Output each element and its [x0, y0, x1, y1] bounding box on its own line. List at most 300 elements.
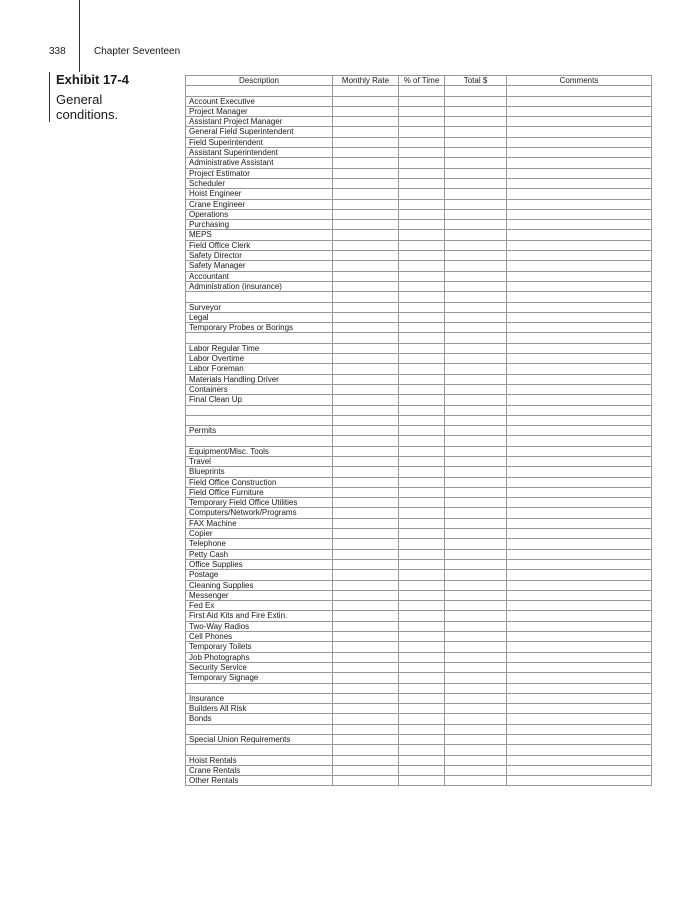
monthly-rate-cell[interactable] [333, 693, 399, 703]
total-cell[interactable] [445, 415, 507, 425]
comments-cell[interactable] [507, 487, 652, 497]
total-cell[interactable] [445, 436, 507, 446]
comments-cell[interactable] [507, 354, 652, 364]
percent-time-cell[interactable] [399, 518, 445, 528]
total-cell[interactable] [445, 477, 507, 487]
comments-cell[interactable] [507, 601, 652, 611]
comments-cell[interactable] [507, 178, 652, 188]
percent-time-cell[interactable] [399, 611, 445, 621]
percent-time-cell[interactable] [399, 96, 445, 106]
percent-time-cell[interactable] [399, 446, 445, 456]
row-description: Security Service [186, 662, 333, 672]
comments-cell[interactable] [507, 590, 652, 600]
percent-time-cell[interactable] [399, 724, 445, 734]
total-cell[interactable] [445, 735, 507, 745]
comments-cell[interactable] [507, 621, 652, 631]
percent-time-cell[interactable] [399, 487, 445, 497]
total-cell[interactable] [445, 240, 507, 250]
comments-cell[interactable] [507, 261, 652, 271]
comments-cell[interactable] [507, 127, 652, 137]
total-cell[interactable] [445, 333, 507, 343]
monthly-rate-cell[interactable] [333, 549, 399, 559]
comments-cell[interactable] [507, 405, 652, 415]
monthly-rate-cell[interactable] [333, 158, 399, 168]
comments-cell[interactable] [507, 477, 652, 487]
percent-time-cell[interactable] [399, 662, 445, 672]
total-cell[interactable] [445, 704, 507, 714]
monthly-rate-cell[interactable] [333, 508, 399, 518]
total-cell[interactable] [445, 405, 507, 415]
total-cell[interactable] [445, 323, 507, 333]
percent-time-cell[interactable] [399, 673, 445, 683]
monthly-rate-cell[interactable] [333, 178, 399, 188]
monthly-rate-cell[interactable] [333, 590, 399, 600]
comments-cell[interactable] [507, 199, 652, 209]
total-cell[interactable] [445, 508, 507, 518]
comments-cell[interactable] [507, 755, 652, 765]
percent-time-cell[interactable] [399, 261, 445, 271]
monthly-rate-cell[interactable] [333, 127, 399, 137]
percent-time-cell[interactable] [399, 693, 445, 703]
monthly-rate-cell[interactable] [333, 642, 399, 652]
comments-cell[interactable] [507, 292, 652, 302]
percent-time-cell[interactable] [399, 117, 445, 127]
comments-cell[interactable] [507, 549, 652, 559]
percent-time-cell[interactable] [399, 539, 445, 549]
comments-cell[interactable] [507, 281, 652, 291]
percent-time-cell[interactable] [399, 384, 445, 394]
comments-cell[interactable] [507, 735, 652, 745]
total-cell[interactable] [445, 96, 507, 106]
total-cell[interactable] [445, 251, 507, 261]
monthly-rate-cell[interactable] [333, 168, 399, 178]
comments-cell[interactable] [507, 673, 652, 683]
percent-time-cell[interactable] [399, 292, 445, 302]
percent-time-cell[interactable] [399, 735, 445, 745]
comments-cell[interactable] [507, 333, 652, 343]
table-row [186, 693, 652, 703]
table-row [186, 333, 652, 343]
total-cell[interactable] [445, 456, 507, 466]
percent-time-cell[interactable] [399, 364, 445, 374]
comments-cell[interactable] [507, 189, 652, 199]
comments-cell[interactable] [507, 652, 652, 662]
comments-cell[interactable] [507, 693, 652, 703]
monthly-rate-cell[interactable] [333, 415, 399, 425]
comments-cell[interactable] [507, 209, 652, 219]
total-cell[interactable] [445, 220, 507, 230]
total-cell[interactable] [445, 693, 507, 703]
monthly-rate-cell[interactable] [333, 570, 399, 580]
total-cell[interactable] [445, 487, 507, 497]
monthly-rate-cell[interactable] [333, 384, 399, 394]
monthly-rate-cell[interactable] [333, 765, 399, 775]
row-description: Crane Rentals [186, 765, 333, 775]
percent-time-cell[interactable] [399, 168, 445, 178]
percent-time-cell[interactable] [399, 189, 445, 199]
monthly-rate-cell[interactable] [333, 621, 399, 631]
comments-cell[interactable] [507, 518, 652, 528]
monthly-rate-cell[interactable] [333, 714, 399, 724]
percent-time-cell[interactable] [399, 220, 445, 230]
percent-time-cell[interactable] [399, 127, 445, 137]
comments-cell[interactable] [507, 683, 652, 693]
comments-cell[interactable] [507, 456, 652, 466]
monthly-rate-cell[interactable] [333, 364, 399, 374]
table-row [186, 529, 652, 539]
monthly-rate-cell[interactable] [333, 529, 399, 539]
monthly-rate-cell[interactable] [333, 230, 399, 240]
comments-cell[interactable] [507, 271, 652, 281]
comments-cell[interactable] [507, 117, 652, 127]
percent-time-cell[interactable] [399, 580, 445, 590]
total-cell[interactable] [445, 168, 507, 178]
comments-cell[interactable] [507, 559, 652, 569]
monthly-rate-cell[interactable] [333, 683, 399, 693]
monthly-rate-cell[interactable] [333, 477, 399, 487]
monthly-rate-cell[interactable] [333, 662, 399, 672]
percent-time-cell[interactable] [399, 354, 445, 364]
monthly-rate-cell[interactable] [333, 776, 399, 786]
table-row [186, 292, 652, 302]
page-number: 338 [49, 46, 66, 57]
comments-cell[interactable] [507, 498, 652, 508]
percent-time-cell[interactable] [399, 549, 445, 559]
percent-time-cell[interactable] [399, 302, 445, 312]
comments-cell[interactable] [507, 662, 652, 672]
monthly-rate-cell[interactable] [333, 755, 399, 765]
comments-cell[interactable] [507, 580, 652, 590]
comments-cell[interactable] [507, 323, 652, 333]
monthly-rate-cell[interactable] [333, 199, 399, 209]
monthly-rate-cell[interactable] [333, 498, 399, 508]
percent-time-cell[interactable] [399, 158, 445, 168]
monthly-rate-cell[interactable] [333, 292, 399, 302]
comments-cell[interactable] [507, 467, 652, 477]
row-description: Temporary Field Office Utilities [186, 498, 333, 508]
row-description: Assistant Project Manager [186, 117, 333, 127]
monthly-rate-cell[interactable] [333, 632, 399, 642]
total-cell[interactable] [445, 642, 507, 652]
percent-time-cell[interactable] [399, 683, 445, 693]
total-cell[interactable] [445, 745, 507, 755]
comments-cell[interactable] [507, 312, 652, 322]
total-cell[interactable] [445, 529, 507, 539]
monthly-rate-cell[interactable] [333, 735, 399, 745]
total-cell[interactable] [445, 106, 507, 116]
percent-time-cell[interactable] [399, 86, 445, 96]
comments-cell[interactable] [507, 776, 652, 786]
comments-cell[interactable] [507, 302, 652, 312]
total-cell[interactable] [445, 467, 507, 477]
comments-cell[interactable] [507, 724, 652, 734]
percent-time-cell[interactable] [399, 570, 445, 580]
percent-time-cell[interactable] [399, 199, 445, 209]
percent-time-cell[interactable] [399, 498, 445, 508]
monthly-rate-cell[interactable] [333, 96, 399, 106]
total-cell[interactable] [445, 621, 507, 631]
total-cell[interactable] [445, 580, 507, 590]
percent-time-cell[interactable] [399, 559, 445, 569]
total-cell[interactable] [445, 292, 507, 302]
monthly-rate-cell[interactable] [333, 374, 399, 384]
percent-time-cell[interactable] [399, 271, 445, 281]
percent-time-cell[interactable] [399, 251, 445, 261]
total-cell[interactable] [445, 570, 507, 580]
table-row [186, 549, 652, 559]
comments-cell[interactable] [507, 570, 652, 580]
total-cell[interactable] [445, 662, 507, 672]
total-cell[interactable] [445, 374, 507, 384]
percent-time-cell[interactable] [399, 776, 445, 786]
total-cell[interactable] [445, 354, 507, 364]
monthly-rate-cell[interactable] [333, 209, 399, 219]
monthly-rate-cell[interactable] [333, 611, 399, 621]
monthly-rate-cell[interactable] [333, 487, 399, 497]
monthly-rate-cell[interactable] [333, 281, 399, 291]
comments-cell[interactable] [507, 374, 652, 384]
total-cell[interactable] [445, 590, 507, 600]
total-cell[interactable] [445, 271, 507, 281]
row-description: Telephone [186, 539, 333, 549]
percent-time-cell[interactable] [399, 745, 445, 755]
comments-cell[interactable] [507, 240, 652, 250]
row-description: Temporary Signage [186, 673, 333, 683]
comments-cell[interactable] [507, 426, 652, 436]
total-cell[interactable] [445, 302, 507, 312]
monthly-rate-cell[interactable] [333, 745, 399, 755]
total-cell[interactable] [445, 127, 507, 137]
percent-time-cell[interactable] [399, 714, 445, 724]
monthly-rate-cell[interactable] [333, 539, 399, 549]
row-description: Job Photographs [186, 652, 333, 662]
total-cell[interactable] [445, 601, 507, 611]
total-cell[interactable] [445, 384, 507, 394]
total-cell[interactable] [445, 395, 507, 405]
monthly-rate-cell[interactable] [333, 456, 399, 466]
total-cell[interactable] [445, 117, 507, 127]
total-cell[interactable] [445, 209, 507, 219]
comments-cell[interactable] [507, 415, 652, 425]
total-cell[interactable] [445, 755, 507, 765]
percent-time-cell[interactable] [399, 436, 445, 446]
monthly-rate-cell[interactable] [333, 673, 399, 683]
total-cell[interactable] [445, 446, 507, 456]
monthly-rate-cell[interactable] [333, 323, 399, 333]
monthly-rate-cell[interactable] [333, 518, 399, 528]
monthly-rate-cell[interactable] [333, 189, 399, 199]
percent-time-cell[interactable] [399, 343, 445, 353]
monthly-rate-cell[interactable] [333, 271, 399, 281]
total-cell[interactable] [445, 498, 507, 508]
total-cell[interactable] [445, 673, 507, 683]
percent-time-cell[interactable] [399, 456, 445, 466]
total-cell[interactable] [445, 724, 507, 734]
comments-cell[interactable] [507, 343, 652, 353]
table-row [186, 477, 652, 487]
percent-time-cell[interactable] [399, 240, 445, 250]
monthly-rate-cell[interactable] [333, 117, 399, 127]
total-cell[interactable] [445, 281, 507, 291]
total-cell[interactable] [445, 632, 507, 642]
comments-cell[interactable] [507, 539, 652, 549]
total-cell[interactable] [445, 189, 507, 199]
comments-cell[interactable] [507, 436, 652, 446]
table-row [186, 611, 652, 621]
total-cell[interactable] [445, 86, 507, 96]
percent-time-cell[interactable] [399, 148, 445, 158]
monthly-rate-cell[interactable] [333, 106, 399, 116]
monthly-rate-cell[interactable] [333, 354, 399, 364]
percent-time-cell[interactable] [399, 529, 445, 539]
comments-cell[interactable] [507, 714, 652, 724]
comments-cell[interactable] [507, 765, 652, 775]
monthly-rate-cell[interactable] [333, 86, 399, 96]
row-description [186, 745, 333, 755]
total-cell[interactable] [445, 158, 507, 168]
percent-time-cell[interactable] [399, 508, 445, 518]
percent-time-cell[interactable] [399, 601, 445, 611]
monthly-rate-cell[interactable] [333, 426, 399, 436]
percent-time-cell[interactable] [399, 467, 445, 477]
percent-time-cell[interactable] [399, 621, 445, 631]
total-cell[interactable] [445, 549, 507, 559]
percent-time-cell[interactable] [399, 395, 445, 405]
total-cell[interactable] [445, 178, 507, 188]
percent-time-cell[interactable] [399, 374, 445, 384]
comments-cell[interactable] [507, 446, 652, 456]
total-cell[interactable] [445, 765, 507, 775]
total-cell[interactable] [445, 230, 507, 240]
percent-time-cell[interactable] [399, 281, 445, 291]
exhibit-sidebar [49, 72, 176, 122]
comments-cell[interactable] [507, 96, 652, 106]
table-row [186, 590, 652, 600]
comments-cell[interactable] [507, 220, 652, 230]
total-cell[interactable] [445, 652, 507, 662]
monthly-rate-cell[interactable] [333, 467, 399, 477]
percent-time-cell[interactable] [399, 312, 445, 322]
percent-time-cell[interactable] [399, 704, 445, 714]
comments-cell[interactable] [507, 529, 652, 539]
monthly-rate-cell[interactable] [333, 312, 399, 322]
monthly-rate-cell[interactable] [333, 240, 399, 250]
total-cell[interactable] [445, 518, 507, 528]
total-cell[interactable] [445, 714, 507, 724]
percent-time-cell[interactable] [399, 333, 445, 343]
percent-time-cell[interactable] [399, 415, 445, 425]
total-cell[interactable] [445, 559, 507, 569]
percent-time-cell[interactable] [399, 323, 445, 333]
comments-cell[interactable] [507, 632, 652, 642]
comments-cell[interactable] [507, 230, 652, 240]
monthly-rate-cell[interactable] [333, 559, 399, 569]
comments-cell[interactable] [507, 642, 652, 652]
row-description: Field Office Clerk [186, 240, 333, 250]
percent-time-cell[interactable] [399, 426, 445, 436]
total-cell[interactable] [445, 261, 507, 271]
total-cell[interactable] [445, 148, 507, 158]
comments-cell[interactable] [507, 395, 652, 405]
comments-cell[interactable] [507, 158, 652, 168]
comments-cell[interactable] [507, 364, 652, 374]
total-cell[interactable] [445, 683, 507, 693]
row-description: Office Supplies [186, 559, 333, 569]
comments-cell[interactable] [507, 384, 652, 394]
total-cell[interactable] [445, 137, 507, 147]
percent-time-cell[interactable] [399, 755, 445, 765]
comments-cell[interactable] [507, 251, 652, 261]
row-description: Other Rentals [186, 776, 333, 786]
percent-time-cell[interactable] [399, 137, 445, 147]
monthly-rate-cell[interactable] [333, 343, 399, 353]
total-cell[interactable] [445, 611, 507, 621]
row-description: Hoist Engineer [186, 189, 333, 199]
percent-time-cell[interactable] [399, 405, 445, 415]
comments-cell[interactable] [507, 106, 652, 116]
monthly-rate-cell[interactable] [333, 436, 399, 446]
monthly-rate-cell[interactable] [333, 333, 399, 343]
percent-time-cell[interactable] [399, 230, 445, 240]
monthly-rate-cell[interactable] [333, 601, 399, 611]
percent-time-cell[interactable] [399, 106, 445, 116]
monthly-rate-cell[interactable] [333, 148, 399, 158]
monthly-rate-cell[interactable] [333, 395, 399, 405]
percent-time-cell[interactable] [399, 632, 445, 642]
percent-time-cell[interactable] [399, 642, 445, 652]
monthly-rate-cell[interactable] [333, 724, 399, 734]
comments-cell[interactable] [507, 148, 652, 158]
percent-time-cell[interactable] [399, 209, 445, 219]
comments-cell[interactable] [507, 168, 652, 178]
monthly-rate-cell[interactable] [333, 137, 399, 147]
row-description: Safety Manager [186, 261, 333, 271]
monthly-rate-cell[interactable] [333, 220, 399, 230]
monthly-rate-cell[interactable] [333, 405, 399, 415]
table-row [186, 467, 652, 477]
total-cell[interactable] [445, 776, 507, 786]
monthly-rate-cell[interactable] [333, 446, 399, 456]
total-cell[interactable] [445, 312, 507, 322]
comments-cell[interactable] [507, 745, 652, 755]
monthly-rate-cell[interactable] [333, 704, 399, 714]
monthly-rate-cell[interactable] [333, 652, 399, 662]
row-description [186, 86, 333, 96]
percent-time-cell[interactable] [399, 477, 445, 487]
row-description: Containers [186, 384, 333, 394]
percent-time-cell[interactable] [399, 652, 445, 662]
percent-time-cell[interactable] [399, 590, 445, 600]
percent-time-cell[interactable] [399, 178, 445, 188]
monthly-rate-cell[interactable] [333, 251, 399, 261]
monthly-rate-cell[interactable] [333, 302, 399, 312]
total-cell[interactable] [445, 539, 507, 549]
comments-cell[interactable] [507, 611, 652, 621]
total-cell[interactable] [445, 426, 507, 436]
comments-cell[interactable] [507, 508, 652, 518]
total-cell[interactable] [445, 364, 507, 374]
total-cell[interactable] [445, 199, 507, 209]
percent-time-cell[interactable] [399, 765, 445, 775]
comments-cell[interactable] [507, 137, 652, 147]
total-cell[interactable] [445, 343, 507, 353]
monthly-rate-cell[interactable] [333, 261, 399, 271]
monthly-rate-cell[interactable] [333, 580, 399, 590]
comments-cell[interactable] [507, 86, 652, 96]
column-header-comments: Comments [507, 76, 652, 86]
comments-cell[interactable] [507, 704, 652, 714]
table-row [186, 117, 652, 127]
